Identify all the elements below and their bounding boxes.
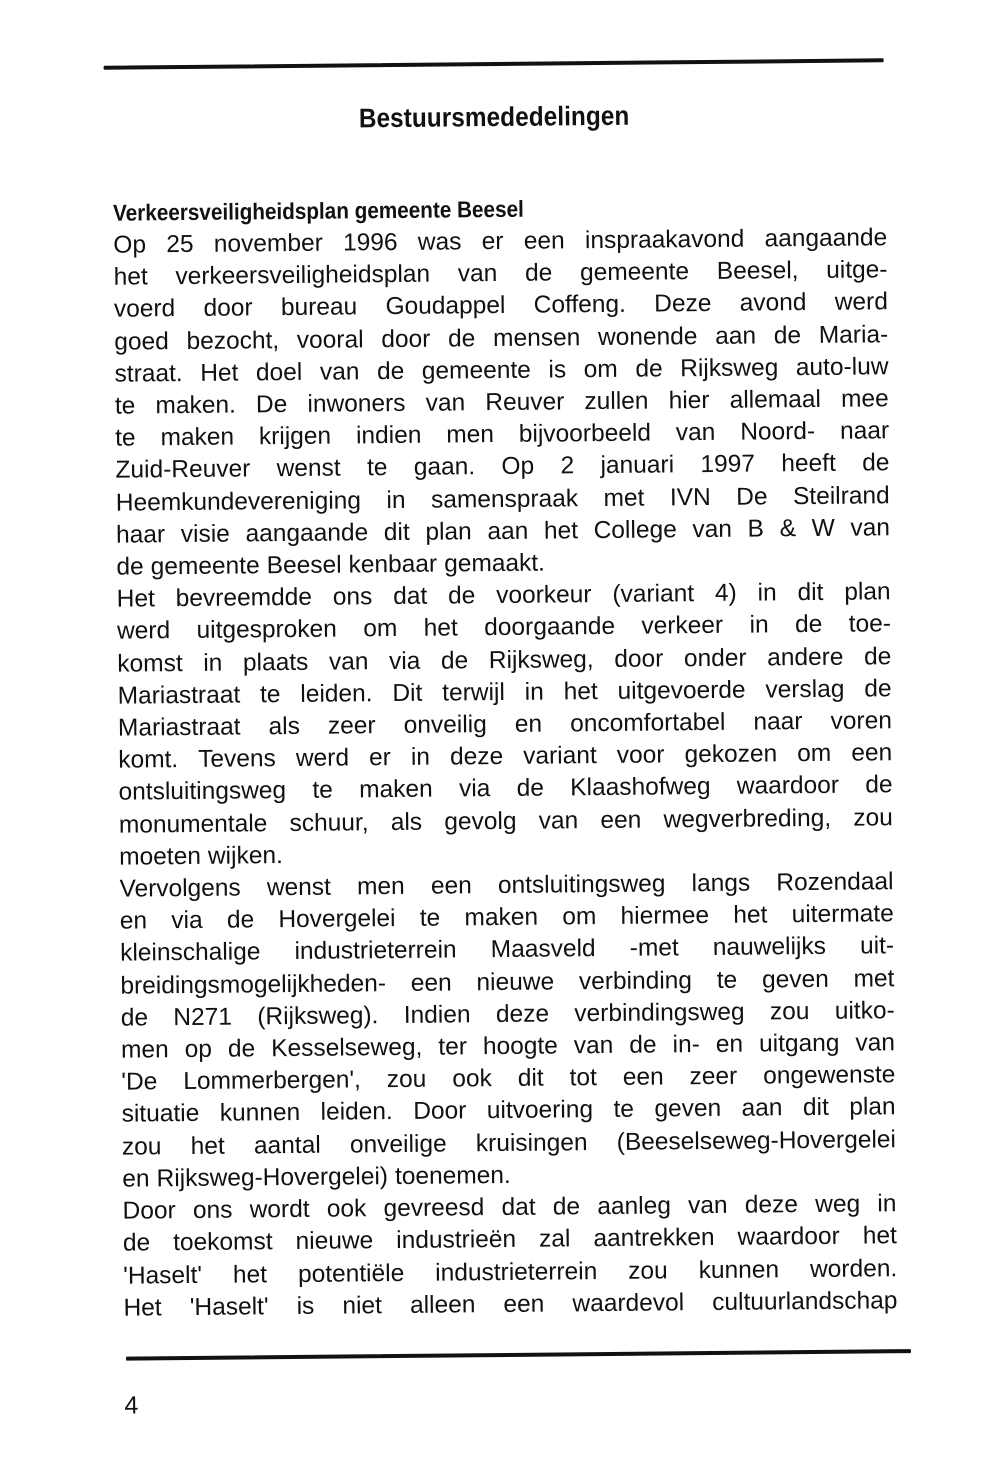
text-line: en via de Hovergelei te maken om hiermee het uitermate: [119, 900, 894, 935]
text-line: het verkeersveiligheidsplan van de gemeente Beesel, uitge-: [113, 256, 888, 291]
text-line: Heemkundevereniging in samenspraak met IVN De Steilrand: [115, 481, 890, 517]
text-line: 'Haselt' het potentiële industrieterrein zou kunnen worden.: [123, 1254, 898, 1290]
text-line: Mariastraat als zeer onveilig en oncomfortabel naar voren: [117, 707, 893, 742]
text-line: moeten wijken.: [119, 841, 283, 871]
text-line: komt. Tevens werd er in deze variant voor gekozen om een: [118, 739, 893, 774]
text-line: men op de Kesselseweg, ter hoogte van de in- en uitgang van: [120, 1029, 896, 1064]
text-line: komst in plaats van via de Rijksweg, door onder andere de: [117, 642, 892, 678]
text-line: haar visie aangaande dit plan aan het College van B & W van: [115, 514, 891, 549]
text-line: Het bevreemdde ons dat de voorkeur (variant 4) in dit plan: [116, 578, 891, 613]
text-line: de gemeente Beesel kenbaar gemaakt.: [116, 549, 546, 581]
footer-rule: [126, 1349, 911, 1361]
text-line: straat. Het doel van de gemeente is om de Rijksweg auto-luw: [114, 353, 889, 388]
article-body: [113, 222, 897, 1324]
text-line: Op 25 november 1996 was er een inspraakavond aangaande: [113, 224, 888, 259]
text-line: Door ons wordt ook gevreesd dat de aanleg van deze weg in: [122, 1190, 897, 1225]
text-line: te maken krijgen indien men bijvoorbeeld van Noord- naar: [115, 417, 890, 452]
text-line: te maken. De inwoners van Reuver zullen hier allemaal mee: [114, 385, 889, 420]
text-line: Het 'Haselt' is niet alleen een waardevol cultuurlandschap: [123, 1286, 898, 1322]
page-number: 4: [124, 1391, 139, 1420]
page-title: Bestuursmededelingen: [358, 100, 630, 134]
header-rule: [104, 58, 884, 69]
text-line: monumentale schuur, als gevolg van een wegverbreding, zou: [118, 803, 893, 839]
text-line: de toekomst nieuwe industrieën zal aantrekken waardoor het: [122, 1222, 897, 1257]
text-line: werd uitgesproken om het doorgaande verkeer in de toe-: [116, 610, 892, 646]
article: [113, 189, 898, 1324]
text-line: voerd door bureau Goudappel Coffeng. Deze avond werd: [113, 288, 889, 324]
text-line: en Rijksweg-Hovergelei) toenemen.: [122, 1161, 511, 1193]
text-line: breidingsmogelijkheden- een nieuwe verbinding te geven met: [120, 964, 895, 1000]
text-line: kleinschalige industrieterrein Maasveld -met nauwelijks uit-: [119, 932, 895, 968]
text-line: zou het aantal onveilige kruisingen (Beeselseweg-Hovergelei: [121, 1125, 897, 1161]
article-heading: Verkeersveiligheidsplan gemeente Beesel: [112, 195, 524, 226]
text-line: ontsluitingsweg te maken via de Klaashofweg waardoor de: [118, 771, 893, 807]
text-line: goed bezocht, vooral door de mensen wonende aan de Maria-: [114, 320, 889, 356]
text-line: Vervolgens wenst men een ontsluitingsweg langs Rozendaal: [119, 868, 894, 903]
text-line: situatie kunnen leiden. Door uitvoering te geven aan dit plan: [121, 1093, 896, 1129]
text-line: Mariastraat te leiden. Dit terwijl in het uitgevoerde verslag de: [117, 675, 892, 710]
text-line: Zuid-Reuver wenst te gaan. Op 2 januari 1997 heeft de: [115, 449, 890, 485]
text-line: de N271 (Rijksweg). Indien deze verbindingsweg zou uitko-: [120, 997, 895, 1032]
text-line: 'De Lommerbergen', zou ook dit tot een zeer ongewenste: [121, 1061, 896, 1096]
